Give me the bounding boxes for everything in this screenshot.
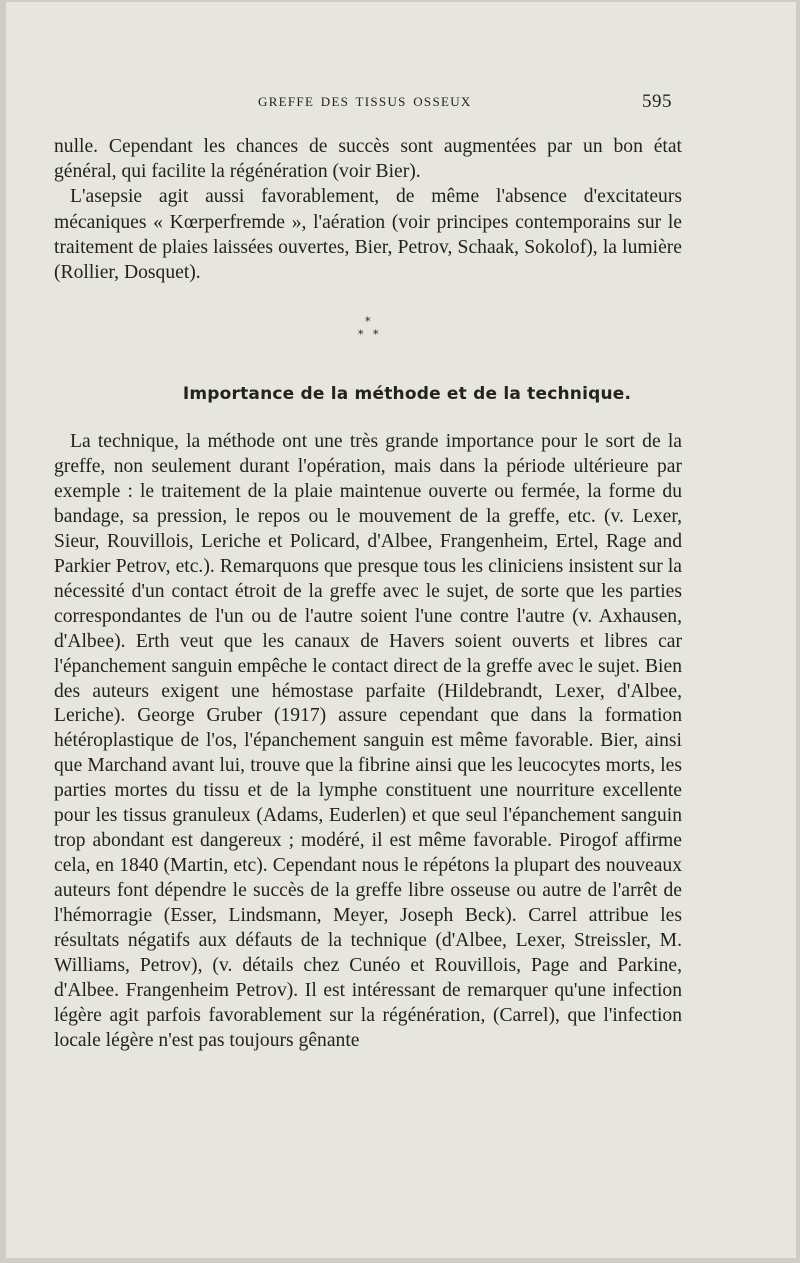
main-text-block <box>54 430 682 1054</box>
asterism-star-top: * <box>365 315 371 328</box>
asterism-star-left: * <box>358 328 364 341</box>
paragraph-technique: La technique, la méthode ont une très grande importance pour le sort de la greffe, non seulement durant l'opération, mais dans la période ultérieure par exemple : le traitement de la plaie maintenue ouverte ou fermée, la forme du bandage, sa pression, le repos ou le mouvement de la greffe, etc. (v. Lexer, Sieur, Rouvillois, Leriche et Policard, d'Albee, Frangenheim, Ertel, Rage and Parkier Petrov, etc.). Remarquons que presque tous les cliniciens insistent sur la nécessité d'un contact étroit de la greffe avec le sujet, de sorte que les parties correspondantes de l'un ou de l'autre soient l'une contre l'autre (v. Axhausen, d'Albee). Erth veut que les canaux de Havers soient ouverts et libres car l'épanchement sanguin empêche le contact direct de la greffe avec le sujet. Bien des auteurs exigent une hémostase parfaite (Hildebrandt, Lexer, d'Albee, Leriche). George Gruber (1917) assure cependant que dans la formation hétéroplastique de l'os, l'épanchement sanguin est même favorable. Bier, ainsi que Marchand avant lui, trouve que la fibrine ainsi que les leucocytes morts, les parties mortes du tissu et de la lymphe constituent une nourriture excellente pour les tissus granuleux (Adams, Euderlen) et que seul l'épanchement sanguin trop abondant est dangereux ; modéré, il est même favorable. Pirogof affirme cela, en 1840 (Martin, etc). Cependant nous le répétons la plupart des nouveaux auteurs font dépendre le succès de la greffe libre osseuse ou autre de l'arrêt de l'hémorragie (Esser, Lindsmann, Meyer, Joseph Beck). Carrel attribue les résultats négatifs aux défauts de la technique (d'Albee, Lexer, Streissler, M. Williams, Petrov), (v. détails chez Cunéo et Rouvillois, Page and Parkine, d'Albee. Frangenheim Petrov). Il est intéressant de remarquer qu'une infection légère agit parfois favorablement sur la régénération, (Carrel), que l'infection locale légère n'est pas toujours gênante <box>54 431 682 1051</box>
running-title: GREFFE DES TISSUS OSSEUX <box>258 94 472 109</box>
paragraph-continuation: nulle. Cependant les chances de succès sont augmentées par un bon état général, qui facilite la régénération (voir Bier). <box>54 136 682 183</box>
top-text-block <box>54 134 682 285</box>
page-number: 595 <box>642 91 672 112</box>
paragraph-asepsie: L'asepsie agit aussi favorablement, de même l'absence d'excitateurs mécaniques « Kœrperfremde », l'aération (voir principes contemporains sur le traitement de plaies laissées ouvertes, Bier, Petrov, Schaak, Sokolof), la lumière (Rollier, Dosquet). <box>54 186 682 284</box>
section-heading: Importance de la méthode et de la technique. <box>182 384 632 404</box>
asterism-separator <box>6 316 796 350</box>
asterism-star-right: * <box>373 328 379 341</box>
running-header <box>6 91 796 114</box>
book-page <box>6 2 796 1258</box>
